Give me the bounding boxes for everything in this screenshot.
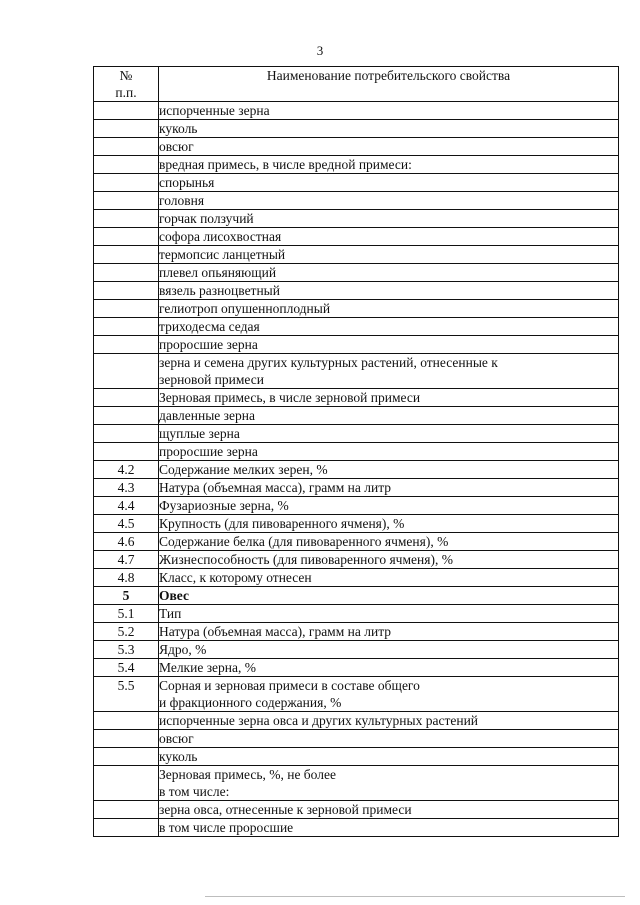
row-number: 5.3 [94,641,159,659]
row-property-name: вредная примесь, в числе вредной примеси: [159,156,619,174]
table-header-row [94,67,619,102]
header-number-cell [94,67,159,102]
row-number: 4.8 [94,569,159,587]
row-property-name: зерна и семена других культурных растений, отнесенные к зерновой примеси [159,354,619,389]
row-property-name: термопсис ланцетный [159,246,619,264]
row-number [94,389,159,407]
table-row [94,407,619,425]
table-row [94,318,619,336]
table-row [94,623,619,641]
row-number: 5.2 [94,623,159,641]
row-property-name: триходесма седая [159,318,619,336]
row-property-name: Тип [159,605,619,623]
table-row [94,138,619,156]
table-row [94,801,619,819]
table-row [94,605,619,623]
row-property-name: Содержание белка (для пивоваренного ячменя), % [159,533,619,551]
row-number [94,712,159,730]
row-property-name: вязель разноцветный [159,282,619,300]
row-property-name: софора лисохвостная [159,228,619,246]
table-row [94,766,619,801]
table-row [94,120,619,138]
row-property-name: овсюг [159,730,619,748]
row-number [94,246,159,264]
table-row [94,587,619,605]
row-number [94,120,159,138]
row-number [94,819,159,837]
row-property-name: горчак ползучий [159,210,619,228]
row-number [94,801,159,819]
table-row [94,641,619,659]
table-row [94,425,619,443]
row-property-name: зерна овса, отнесенные к зерновой примеси [159,801,619,819]
header-name-cell: Наименование потребительского свойства [159,67,619,102]
row-property-name: Зерновая примесь, в числе зерновой примеси [159,389,619,407]
table-row [94,246,619,264]
row-number [94,730,159,748]
row-property-name: куколь [159,748,619,766]
row-property-name: гелиотроп опушенноплодный [159,300,619,318]
table-row [94,174,619,192]
row-property-name: проросшие зерна [159,443,619,461]
table-row [94,389,619,407]
row-property-name: Ядро, % [159,641,619,659]
row-number: 4.6 [94,533,159,551]
row-property-name: Натура (объемная масса), грамм на литр [159,623,619,641]
row-number: 5.4 [94,659,159,677]
table-row [94,228,619,246]
table-row [94,819,619,837]
table-row [94,192,619,210]
table-row [94,677,619,712]
row-property-name: Мелкие зерна, % [159,659,619,677]
row-number [94,318,159,336]
row-property-name: Сорная и зерновая примеси в составе общего и фракционного содержания, % [159,677,619,712]
row-number [94,102,159,120]
row-number [94,192,159,210]
row-property-name: испорченные зерна овса и других культурных растений [159,712,619,730]
row-property-name: проросшие зерна [159,336,619,354]
properties-table [93,66,619,837]
row-number: 4.7 [94,551,159,569]
table-row [94,156,619,174]
row-property-name: Фузариозные зерна, % [159,497,619,515]
row-number: 4.5 [94,515,159,533]
table-row [94,497,619,515]
row-number [94,156,159,174]
row-property-name: овсюг [159,138,619,156]
row-property-name: Натура (объемная масса), грамм на литр [159,479,619,497]
row-number [94,300,159,318]
row-number [94,174,159,192]
row-property-name: щуплые зерна [159,425,619,443]
row-number [94,766,159,801]
row-property-name: в том числе проросшие [159,819,619,837]
row-number [94,264,159,282]
table-row [94,354,619,389]
table-row [94,282,619,300]
row-property-name: Содержание мелких зерен, % [159,461,619,479]
table-row [94,264,619,282]
table-row [94,210,619,228]
row-property-name: Зерновая примесь, %, не более в том числе: [159,766,619,801]
row-property-name: Класс, к которому отнесен [159,569,619,587]
row-number [94,748,159,766]
row-property-name: спорынья [159,174,619,192]
table-row [94,300,619,318]
row-number [94,425,159,443]
page-number: 3 [316,43,324,58]
row-property-name: Крупность (для пивоваренного ячменя), % [159,515,619,533]
header-number-abbrev: п.п. [115,85,137,100]
table-row [94,443,619,461]
row-property-name: давленные зерна [159,407,619,425]
row-property-name: куколь [159,120,619,138]
table-row [94,479,619,497]
row-number [94,210,159,228]
table-row [94,659,619,677]
row-number [94,228,159,246]
table-row [94,336,619,354]
row-number: 4.2 [94,461,159,479]
row-property-name: испорченные зерна [159,102,619,120]
table-row [94,730,619,748]
row-number: 5.5 [94,677,159,712]
row-number [94,354,159,389]
row-number [94,336,159,354]
table-row [94,461,619,479]
row-number [94,443,159,461]
table-row [94,748,619,766]
row-number: 5 [94,587,159,605]
table-row [94,515,619,533]
row-number: 5.1 [94,605,159,623]
scan-bottom-edge [205,896,625,897]
table-row [94,551,619,569]
row-number: 4.3 [94,479,159,497]
table-row [94,712,619,730]
table-row [94,569,619,587]
row-number [94,138,159,156]
row-property-name: Овес [159,587,619,605]
row-number [94,282,159,300]
table-row [94,102,619,120]
table-body [94,102,619,837]
row-property-name: плевел опьяняющий [159,264,619,282]
row-property-name: головня [159,192,619,210]
header-number-symbol: № [119,68,133,83]
row-property-name: Жизнеспособность (для пивоваренного ячменя), % [159,551,619,569]
row-number [94,407,159,425]
row-number: 4.4 [94,497,159,515]
table-row [94,533,619,551]
